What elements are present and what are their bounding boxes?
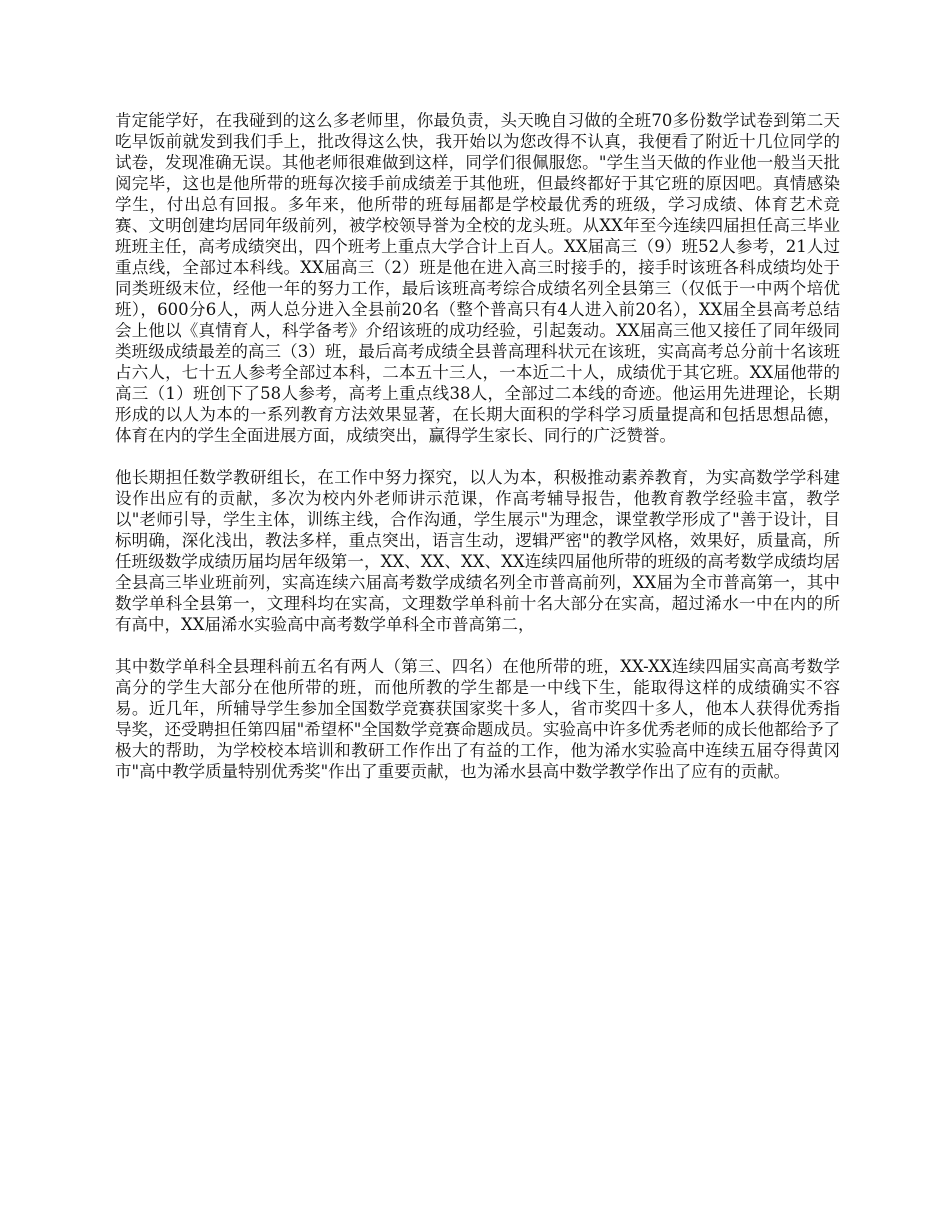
document-body [115, 110, 840, 803]
paragraph-3: 其中数学单科全县理科前五名有两人（第三、四名）在他所带的班，XX-XX连续四届实高高考数学高分的学生大部分在他所带的班，而他所教的学生都是一中线下生，能取得这样的成绩确实不容易。近几年，所辅导学生参加全国数学竞赛获国家奖十多人，省市奖四十多人，他本人获得优秀指导奖，还受聘担任第四届"希望杯"全国数学竞赛命题成员。实验高中许多优秀老师的成长他都给予了极大的帮助，为学校校本培训和教研工作作出了有益的工作，他为浠水实验高中连续五届夺得黄冈市"高中教学质量特别优秀奖"作出了重要贡献，也为浠水县高中数学教学作出了应有的贡献。 [115, 657, 840, 781]
paragraph-1: 肯定能学好，在我碰到的这么多老师里，你最负责，头天晚自习做的全班70多份数学试卷到第二天吃早饭前就发到我们手上，批改得这么快，我开始以为您改得不认真，我便看了附近十几位同学的试卷，发现准确无误。其他老师很难做到这样，同学们很佩服您。"学生当天做的作业他一般当天批阅完毕，这也是他所带的班每次接手前成绩差于其他班，但最终都好于其它班的原因吧。真情感染学生，付出总有回报。多年来，他所带的班每届都是学校最优秀的班级，学习成绩、体育艺术竞赛、文明创建均居同年级前列，被学校领导誉为全校的龙头班。从XX年至今连续四届担任高三毕业班班主任，高考成绩突出，四个班考上重点大学合计上百人。XX届高三（9）班52人参考，21人过重点线，全部过本科线。XX届高三（2）班是他在进入高三时接手的，接手时该班各科成绩均处于同类班级末位，经他一年的努力工作，最后该班高考综合成绩名列全县第三（仅低于一中两个培优班），600分6人，两人总分进入全县前20名（整个普高只有4人进入前20名），XX届全县高考总结会上他以《真情育人，科学备考》介绍该班的成功经验，引起轰动。XX届高三他又接任了同年级同类班级成绩最差的高三（3）班，最后高考成绩全县普高理科状元在该班，实高高考总分前十名该班占六人，七十五人参考全部过本科，二本五十三人，一本近二十人，成绩优于其它班。XX届他带的高三（1）班创下了58人参考，高考上重点线38人，全部过二本线的奇迹。他运用先进理论，长期形成的以人为本的一系列教育方法效果显著，在长期大面积的学科学习质量提高和包括思想品德，体育在内的学生全面进展方面，成绩突出，赢得学生家长、同行的广泛赞誉。 [115, 111, 840, 445]
paragraph-2: 他长期担任数学教研组长，在工作中努力探究，以人为本，积极推动素养教育，为实高数学学科建设作出应有的贡献，多次为校内外老师讲示范课，作高考辅导报告，他教育教学经验丰富，教学以"老师引导，学生主体，训练主线，合作沟通，学生展示"为理念，课堂教学形成了"善于设计，目标明确，深化浅出，教法多样，重点突出，语言生动，逻辑严密"的教学风格，效果好，质量高，所任班级数学成绩历届均居年级第一，XX、XX、XX、XX连续四届他所带的班级的高考数学成绩均居全县高三毕业班前列，实高连续六届高考数学成绩名列全市普高前列，XX届为全市普高第一，其中数学单科全县第一，文理科均在实高，文理数学单科前十名大部分在实高，超过浠水一中在内的所有高中，XX届浠水实验高中高考数学单科全市普高第二， [115, 468, 840, 634]
